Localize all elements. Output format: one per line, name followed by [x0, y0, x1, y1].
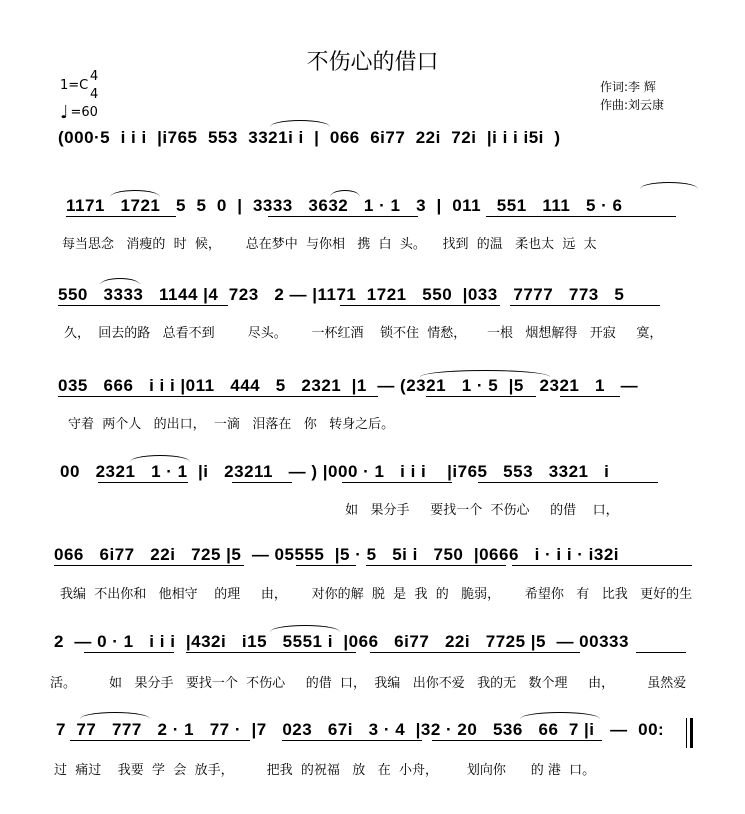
beam-underline: [426, 396, 536, 397]
beam-underline: [98, 482, 188, 483]
system-8-lyrics: 过 痛过 我要 学 会 放手， 把我 的祝福 放 在 小舟， 划向你 的 港 口。: [54, 763, 596, 778]
slur-mark: [520, 712, 600, 719]
system-5-notes: 00 2321 1 · 1 |i 23211 — ) |000 · 1 i i i |i765 553 3321 i: [60, 462, 610, 481]
slur-mark: [640, 182, 698, 189]
system-3-lyrics: 久， 回去的路 总看不到 尽头。 一杯红酒 锁不住 情愁， 一根 烟想解得 开寂 寞，: [64, 326, 663, 341]
slur-mark: [270, 625, 340, 632]
beam-underline: [340, 305, 500, 306]
beam-underline: [58, 396, 378, 397]
beam-underline: [54, 565, 244, 566]
system-6-lyrics: 我编 不出你和 他相守 的理 由， 对你的解 脱 是 我 的 脆弱， 希望你 有 比我 更好的生: [60, 587, 693, 602]
beam-underline: [342, 482, 452, 483]
beam-underline: [512, 565, 692, 566]
beam-underline: [432, 740, 602, 741]
beam-underline: [70, 740, 250, 741]
beam-underline: [370, 652, 580, 653]
time-signature-bottom: 4: [90, 87, 99, 102]
system-2-lyrics: 每当思念 消瘦的 时 候， 总在梦中 与你相 携 白 头。 找到 的温 柔也太 远 太: [62, 237, 597, 252]
system-2-notes: 1171 1721 5 5 0 | 3333 3632 1 · 1 3 | 011 551 111 5 · 6: [66, 196, 623, 215]
slur-mark: [130, 455, 190, 462]
beam-underline: [232, 482, 292, 483]
beam-underline: [66, 216, 176, 217]
system-1-notes: (000·5 i i i |i765 553 3321i i | 066 6i77 22i 72i |i i i i5i ): [58, 128, 561, 147]
beam-underline: [636, 652, 686, 653]
beam-underline: [366, 565, 506, 566]
system-4-notes: 035 666 i i i |011 444 5 2321 |1 — (2321 1 · 5 |5 2321 1 —: [58, 376, 639, 395]
time-signature: [90, 68, 98, 104]
quarter-note-icon: ♩: [60, 102, 69, 123]
system-5-lyrics: 如 果分手 要找一个 不伤心 的借 口，: [60, 503, 619, 518]
system-6-notes: 066 6i77 22i 725 |5 — 05555 |5 · 5 5i i 750 |0666 i · i i · i32i: [54, 545, 620, 564]
credits: [600, 78, 664, 114]
system-7-notes: 2 — 0 · 1 i i i |432i i15 5551 i |066 6i77 22i 7725 |5 — 00333: [54, 632, 629, 651]
tempo-marking: [60, 102, 98, 123]
slur-mark: [80, 712, 150, 719]
song-title: 不伤心的借口: [306, 50, 439, 75]
composer: 作曲:刘云康: [600, 98, 665, 112]
time-signature-top: 4: [90, 69, 99, 84]
beam-underline: [186, 652, 356, 653]
system-8-notes: 7 77 777 2 · 1 77 · |7 023 67i 3 · 4 |32 · 20 536 66 7 |i — 00:: [56, 720, 665, 739]
key-signature: 1=C: [60, 78, 89, 93]
beam-underline: [510, 305, 660, 306]
final-barline-thin: [686, 718, 687, 748]
system-7-lyrics: 活。 如 果分手 要找一个 不伤心 的借 口， 我编 出你不爱 我的无 数个理 由， 虽然爱: [50, 676, 687, 691]
beam-underline: [84, 652, 174, 653]
slur-mark: [330, 190, 360, 197]
beam-underline: [486, 216, 676, 217]
slur-mark: [110, 190, 160, 197]
system-4-lyrics: 守着 两个人 的出口， 一滴 泪落在 你 转身之后。: [68, 417, 395, 432]
beam-underline: [268, 216, 418, 217]
slur-mark: [420, 370, 550, 377]
tempo-value: =60: [70, 105, 98, 120]
lyricist: 作词:李 辉: [600, 80, 656, 94]
system-3-notes: 550 3333 1144 |4 723 2 — |1171 1721 550 |033 7777 773 5: [58, 285, 625, 304]
slur-mark: [270, 120, 330, 127]
slur-mark: [100, 278, 140, 285]
beam-underline: [282, 740, 422, 741]
beam-underline: [478, 482, 658, 483]
beam-underline: [58, 305, 228, 306]
beam-underline: [560, 396, 620, 397]
final-barline-thick: [690, 718, 693, 748]
beam-underline: [296, 565, 356, 566]
